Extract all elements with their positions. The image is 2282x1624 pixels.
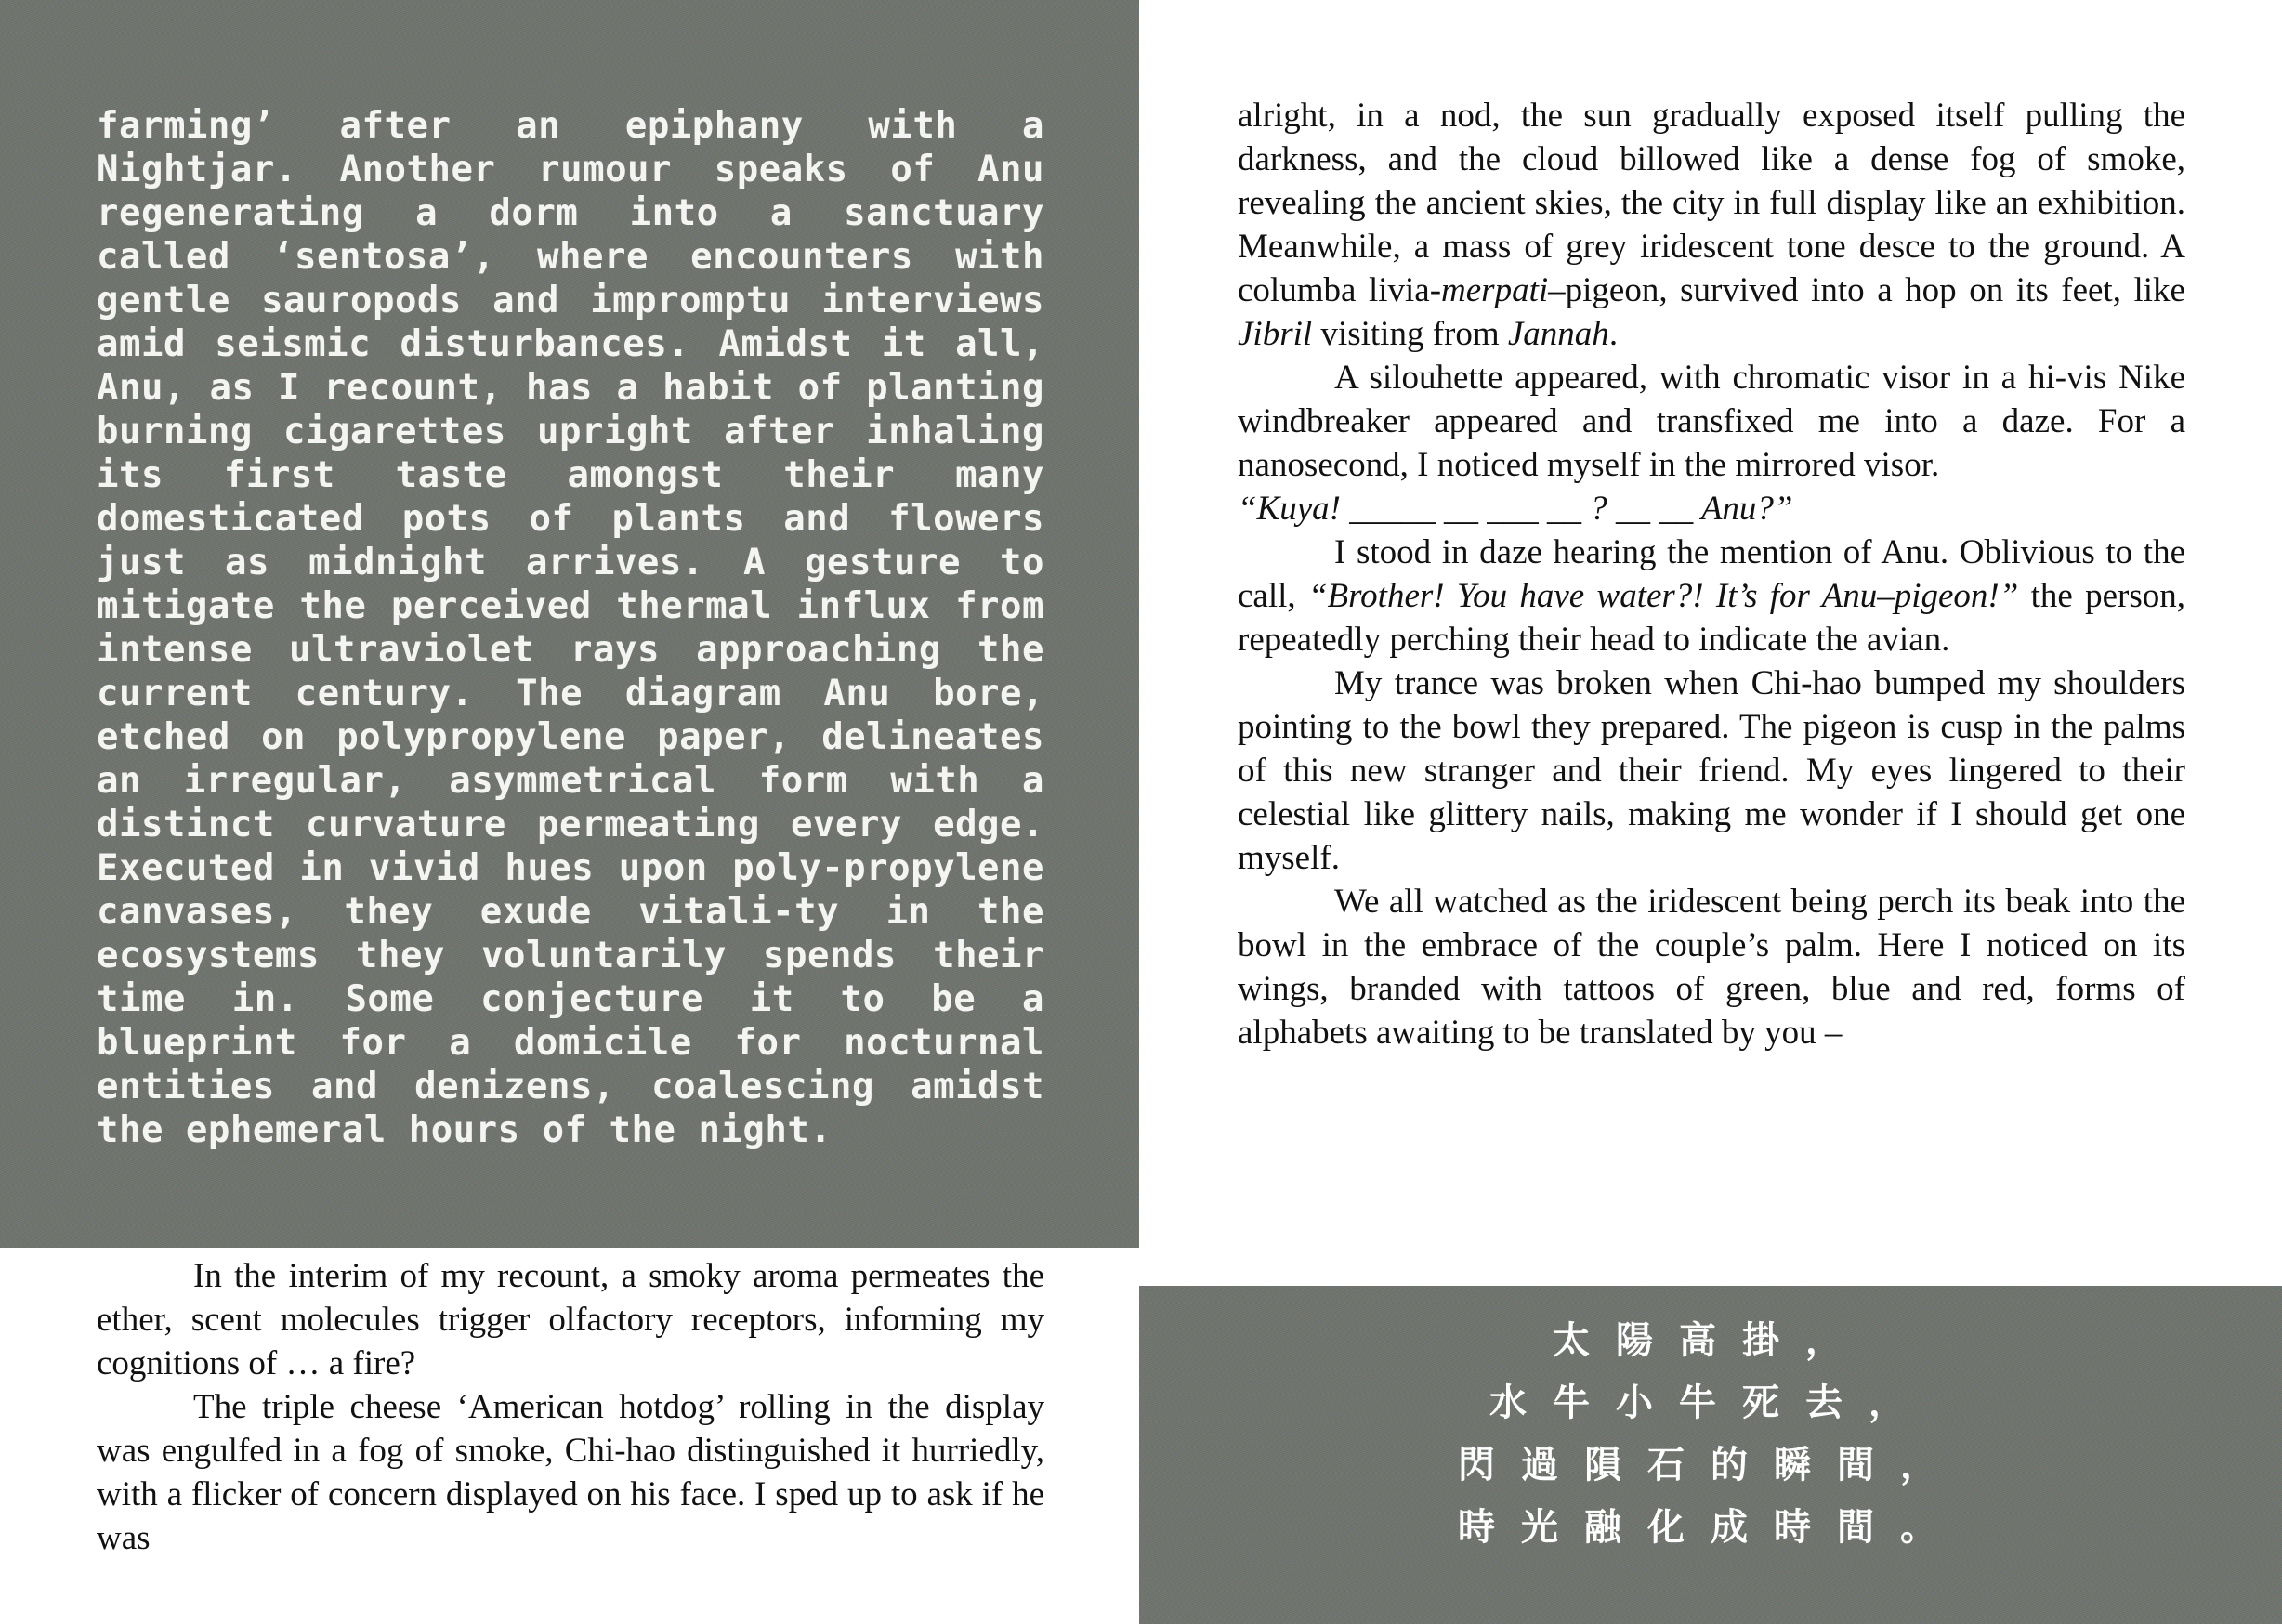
- left-column-text: [97, 1254, 1044, 1560]
- poem-line-4: 時光融化成時間。: [1458, 1506, 1963, 1549]
- left-paragraph-1: In the interim of my recount, a smoky aroma permeates the ether, scent molecules trigger olfactory receptors, informing my cognitions of … a fire?: [97, 1257, 1044, 1382]
- right-paragraph-5: My trance was broken when Chi-hao bumped my shoulders pointing to the bowl they prepared. The pigeon is cusp in the palms of this new stranger and their friend. My eyes lingered to their celestial like glittery nails, making me wonder if I should get one myself.: [1238, 664, 2185, 877]
- right-paragraph-2: A silouhette appeared, with chromatic visor in a hi-vis Nike windbreaker appeared and transfixed me into a daze. For a nanosecond, I noticed myself in the mirrored visor.: [1238, 359, 2185, 484]
- monospace-paragraph: farming’ after an epiphany with a Nightjar. Another rumour speaks of Anu regenerating a dorm into a sanctuary called ‘sentosa’, where encounters with gentle sauropods and impromptu interviews amid seismic disturbances. Amidst it all, Anu, as I recount, has a habit of planting burning cigarettes upright after inhaling its first taste amongst their many domesticated pots of plants and flowers just as midnight arrives. A gesture to mitigate the perceived thermal influx from intense ultraviolet rays approaching the current century. The diagram Anu bore, etched on polypropylene paper, delineates an irregular, asymmetrical form with a distinct curvature permeating every edge. Executed in vivid hues upon poly-propylene canvases, they exude vitali-ty in the ecosystems they voluntarily spends their time in. Some conjecture it to be a blueprint for a domicile for nocturnal entities and denizens, coalescing amidst the ephemeral hours of the night.: [97, 105, 1044, 1151]
- poem-line-3: 閃過隕石的瞬間，: [1458, 1444, 1963, 1486]
- right-paragraph-3-quote: “Kuya! _____ __ ___ __ ? __ __ Anu?”: [1238, 490, 1793, 528]
- right-paragraph-1: alright, in a nod, the sun gradually exposed itself pulling the darkness, and the cloud billowed like a dense fog of smoke, revealing the ancient skies, the city in full display like an exhibition. Meanwhile, a mass of grey iridescent tone desce to the ground. A columba livia-merpati–pigeon, survived into a hop on its feet, like Jibril visiting from Jannah.: [1238, 97, 2185, 353]
- right-paragraph-6: We all watched as the iridescent being perch its beak into the bowl in the embrace of the couple’s palm. Here I noticed on its wings, branded with tattoos of green, blue and red, forms of alphabets awaiting to be translated by you –: [1238, 883, 2185, 1052]
- left-paragraph-2: The triple cheese ‘American hotdog’ rolling in the display was engulfed in a fog of smoke, Chi-hao distinguished it hurriedly, with a flicker of concern displayed on his face. I sped up to ask if he was: [97, 1388, 1044, 1557]
- chinese-poem: [1139, 1310, 2282, 1559]
- poem-line-1: 太陽高掛，: [1553, 1319, 1869, 1362]
- right-paragraph-4: I stood in daze hearing the mention of Anu. Oblivious to the call, “Brother! You have water?! It’s for Anu–pigeon!” the person, repeatedly perching their head to indicate the avian.: [1238, 533, 2186, 659]
- poem-line-2: 水牛小牛死去，: [1489, 1382, 1932, 1424]
- right-column-text: [1238, 94, 2185, 1054]
